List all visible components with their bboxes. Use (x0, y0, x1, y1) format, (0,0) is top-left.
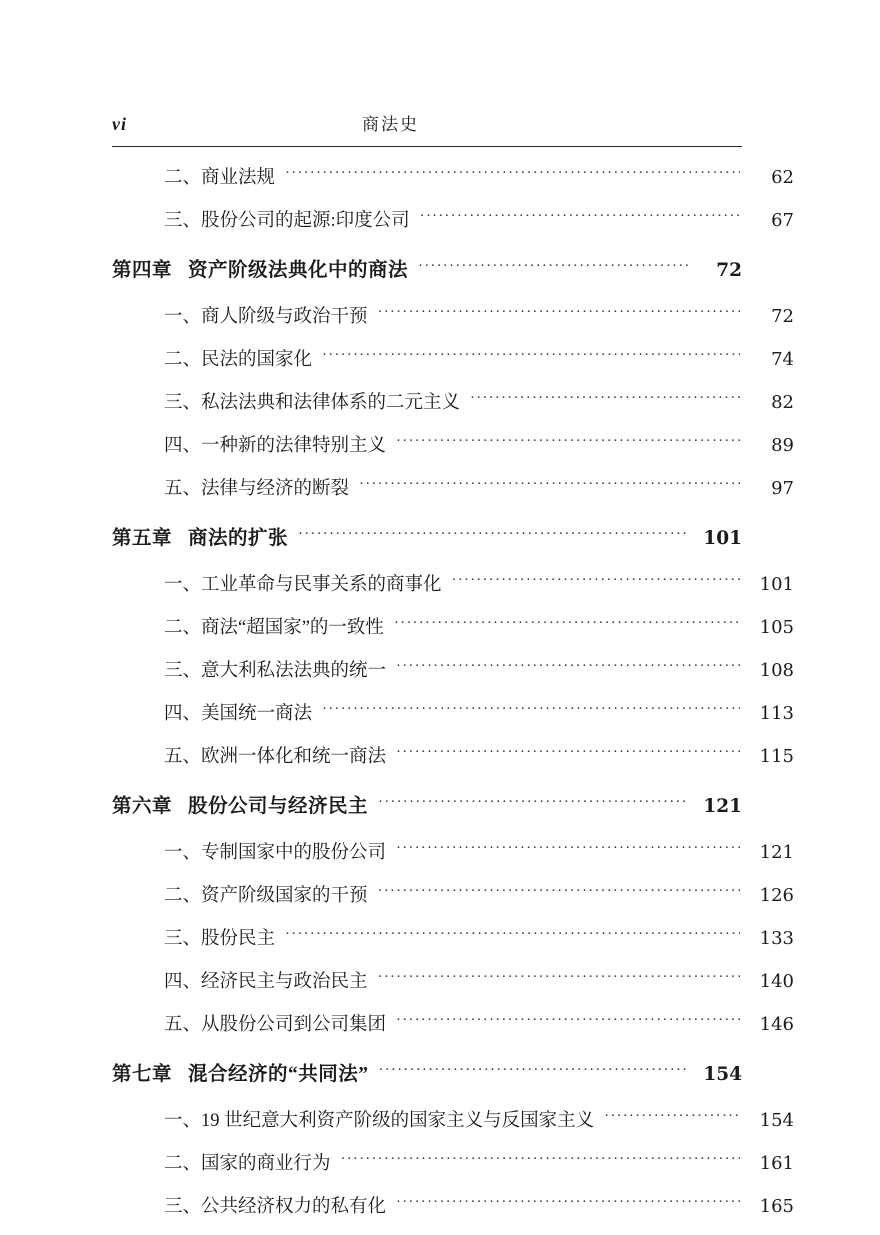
toc-section-entry[interactable] (112, 1010, 794, 1036)
toc-section-entry[interactable] (112, 1192, 794, 1218)
toc-dot-leader (394, 619, 740, 633)
toc-dot-leader (396, 1016, 740, 1030)
toc-page-number: 101 (759, 574, 794, 595)
toc-dot-leader (396, 844, 740, 858)
table-of-contents (112, 163, 794, 1218)
toc-dot-leader (341, 1155, 740, 1169)
toc-section-entry[interactable] (112, 656, 794, 682)
toc-page-number: 72 (771, 306, 794, 327)
toc-entry-label: 四、美国统一商法 (164, 704, 313, 724)
toc-section-entry[interactable] (112, 742, 794, 768)
page-content (112, 110, 794, 1235)
toc-entry-label: 二、商法“超国家”的一致性 (164, 618, 384, 638)
toc-section-entry[interactable] (112, 613, 794, 639)
toc-page-number: 146 (759, 1014, 794, 1035)
toc-page-number: 67 (771, 210, 794, 231)
toc-section-entry[interactable] (112, 345, 794, 371)
toc-dot-leader (452, 576, 740, 590)
toc-chapter-number: 第七章 (112, 1064, 173, 1085)
toc-chapter-title: 股份公司与经济民主 (188, 796, 369, 817)
toc-entry-label: 一、19 世纪意大利资产阶级的国家主义与反国家主义 (164, 1111, 595, 1131)
toc-entry-label: 一、专制国家中的股份公司 (164, 843, 387, 863)
toc-entry-label: 三、股份民主 (164, 929, 276, 949)
toc-section-entry[interactable] (112, 431, 794, 457)
toc-chapter-entry[interactable] (112, 522, 742, 550)
toc-dot-leader (396, 1198, 740, 1212)
toc-entry-label: 五、法律与经济的断裂 (164, 479, 350, 499)
running-head (112, 110, 742, 144)
toc-dot-leader (285, 930, 740, 944)
toc-dot-leader (470, 394, 740, 408)
toc-entry-label: 二、资产阶级国家的干预 (164, 886, 368, 906)
toc-section-entry[interactable] (112, 881, 794, 907)
toc-chapter-entry[interactable] (112, 254, 742, 282)
toc-dot-leader (322, 351, 740, 365)
toc-entry-label: 三、私法法典和法律体系的二元主义 (164, 393, 461, 413)
toc-section-entry[interactable] (112, 570, 794, 596)
toc-chapter-number: 第五章 (112, 528, 173, 549)
toc-page-number: 154 (703, 1064, 742, 1085)
toc-entry-label: 三、公共经济权力的私有化 (164, 1197, 387, 1217)
toc-page-number: 72 (716, 260, 742, 281)
toc-entry-label: 三、股份公司的起源:印度公司 (164, 211, 410, 231)
toc-dot-leader (396, 437, 740, 451)
toc-entry-label (112, 254, 408, 282)
toc-page-number: 113 (759, 703, 794, 724)
toc-page-number: 74 (771, 349, 794, 370)
toc-chapter-title: 商法的扩张 (188, 528, 289, 549)
toc-entry-label: 二、国家的商业行为 (164, 1154, 331, 1174)
toc-page-number: 140 (759, 971, 794, 992)
toc-entry-label: 二、商业法规 (164, 168, 276, 188)
toc-dot-leader (322, 705, 740, 719)
toc-section-entry[interactable] (112, 1106, 794, 1132)
toc-dot-leader (285, 169, 740, 183)
toc-entry-label: 四、经济民主与政治民主 (164, 972, 368, 992)
toc-dot-leader (378, 798, 688, 812)
toc-entry-label (112, 790, 368, 818)
toc-chapter-entry[interactable] (112, 1058, 742, 1086)
toc-chapter-number: 第四章 (112, 260, 173, 281)
toc-entry-label (112, 1058, 369, 1086)
toc-dot-leader (378, 973, 740, 987)
toc-dot-leader (418, 262, 688, 276)
toc-dot-leader (359, 480, 740, 494)
toc-dot-leader (396, 748, 740, 762)
toc-section-entry[interactable] (112, 838, 794, 864)
toc-page-number: 154 (759, 1110, 794, 1131)
toc-section-entry[interactable] (112, 474, 794, 500)
toc-page-number: 82 (771, 392, 794, 413)
toc-entry-label: 四、一种新的法律特别主义 (164, 436, 387, 456)
toc-dot-leader (379, 1066, 688, 1080)
toc-entry-label: 五、从股份公司到公司集团 (164, 1015, 387, 1035)
toc-page-number: 62 (771, 167, 794, 188)
toc-page-number: 121 (703, 796, 742, 817)
toc-dot-leader (298, 530, 688, 544)
toc-chapter-title: 资产阶级法典化中的商法 (188, 260, 409, 281)
toc-page-number: 105 (759, 617, 794, 638)
toc-dot-leader (396, 662, 740, 676)
toc-section-entry[interactable] (112, 1149, 794, 1175)
toc-page-number: 97 (771, 478, 794, 499)
toc-entry-label: 一、商人阶级与政治干预 (164, 307, 368, 327)
toc-chapter-number: 第六章 (112, 796, 173, 817)
toc-dot-leader (604, 1112, 740, 1126)
toc-section-entry[interactable] (112, 699, 794, 725)
toc-dot-leader (378, 887, 740, 901)
toc-chapter-entry[interactable] (112, 790, 742, 818)
toc-page-number: 108 (759, 660, 794, 681)
toc-dot-leader (420, 212, 740, 226)
toc-section-entry[interactable] (112, 967, 794, 993)
toc-page-number: 161 (759, 1153, 794, 1174)
toc-page-number: 89 (771, 435, 794, 456)
toc-section-entry[interactable] (112, 924, 794, 950)
toc-page-number: 165 (759, 1196, 794, 1217)
toc-page-number: 115 (759, 746, 794, 767)
toc-section-entry[interactable] (112, 163, 794, 189)
toc-entry-label: 三、意大利私法法典的统一 (164, 661, 387, 681)
toc-section-entry[interactable] (112, 302, 794, 328)
toc-page-number: 121 (759, 842, 794, 863)
page-folio: vi (112, 114, 127, 134)
toc-chapter-title: 混合经济的“共同法” (188, 1064, 369, 1085)
toc-section-entry[interactable] (112, 388, 794, 414)
toc-page-number: 133 (759, 928, 794, 949)
header-rule (112, 146, 742, 147)
toc-dot-leader (378, 308, 740, 322)
toc-entry-label: 二、民法的国家化 (164, 350, 313, 370)
toc-page-number: 126 (759, 885, 794, 906)
toc-entry-label: 五、欧洲一体化和统一商法 (164, 747, 387, 767)
toc-entry-label (112, 522, 288, 550)
toc-entry-label: 一、工业革命与民事关系的商事化 (164, 575, 442, 595)
toc-page-number: 101 (703, 528, 742, 549)
running-title: 商法史 (362, 115, 419, 135)
toc-section-entry[interactable] (112, 206, 794, 232)
